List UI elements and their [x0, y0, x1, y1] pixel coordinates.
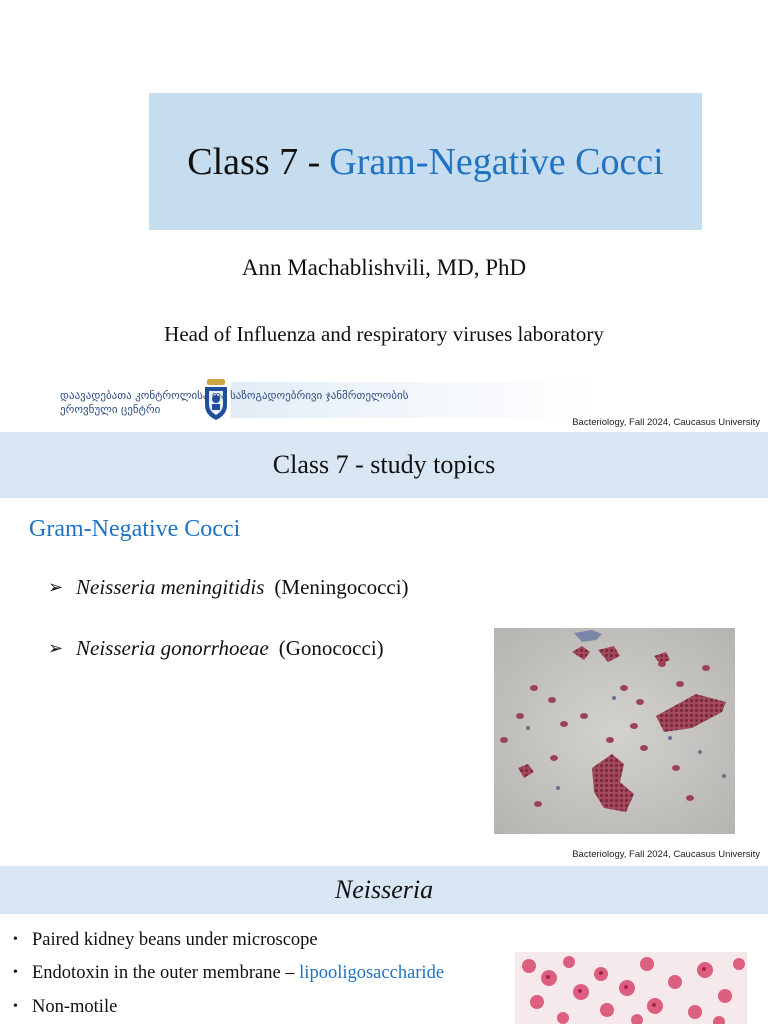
- common-name: (Meningococci): [274, 575, 409, 599]
- study-topics-title: Class 7 - study topics: [272, 450, 496, 479]
- author-affiliation: Head of Influenza and respiratory viruses laboratory: [164, 322, 604, 346]
- bullet-icon: •: [13, 999, 18, 1014]
- fact-text: Endotoxin in the outer membrane –: [32, 963, 300, 983]
- bullet-icon: •: [13, 932, 18, 947]
- title-accent: Gram-Negative Cocci: [329, 140, 664, 183]
- logo-text-line1: დაავადებათა კონტროლისა და საზოგადოებრივი ჯანმრთელობის: [60, 389, 409, 402]
- fact-text: Paired kidney beans under microscope: [32, 930, 318, 950]
- species-name: Neisseria meningitidis: [76, 575, 265, 599]
- slide-footer: Bacteriology, Fall 2024, Caucasus University: [572, 417, 760, 428]
- slide-title: [149, 93, 702, 230]
- title-box: [149, 93, 702, 230]
- author-name: Ann Machablishvili, MD, PhD: [241, 255, 527, 280]
- neisseria-title: Neisseria: [334, 875, 434, 904]
- common-name: (Gonococci): [278, 636, 384, 660]
- fact-item: [32, 963, 444, 984]
- diplococci-micrograph: [515, 952, 747, 1024]
- topic-item: [76, 575, 409, 600]
- title-prefix: Class 7 -: [187, 140, 321, 183]
- arrow-bullet-icon: ➢: [48, 638, 64, 658]
- bullet-icon: •: [13, 965, 18, 980]
- section-heading: Gram-Negative Cocci: [29, 516, 241, 542]
- slide-footer: Bacteriology, Fall 2024, Caucasus University: [572, 849, 760, 860]
- topic-item: [76, 636, 384, 661]
- fact-text: Non-motile: [32, 997, 118, 1017]
- arrow-bullet-icon: ➢: [48, 577, 64, 597]
- fact-highlight: lipooligosaccharide: [299, 963, 445, 983]
- species-name: Neisseria gonorrhoeae: [76, 636, 269, 660]
- fact-item: [32, 997, 117, 1018]
- gram-stain-micrograph: [494, 628, 735, 834]
- logo-text-line2: ეროვნული ცენტრი: [60, 403, 161, 416]
- fact-item: [32, 930, 318, 951]
